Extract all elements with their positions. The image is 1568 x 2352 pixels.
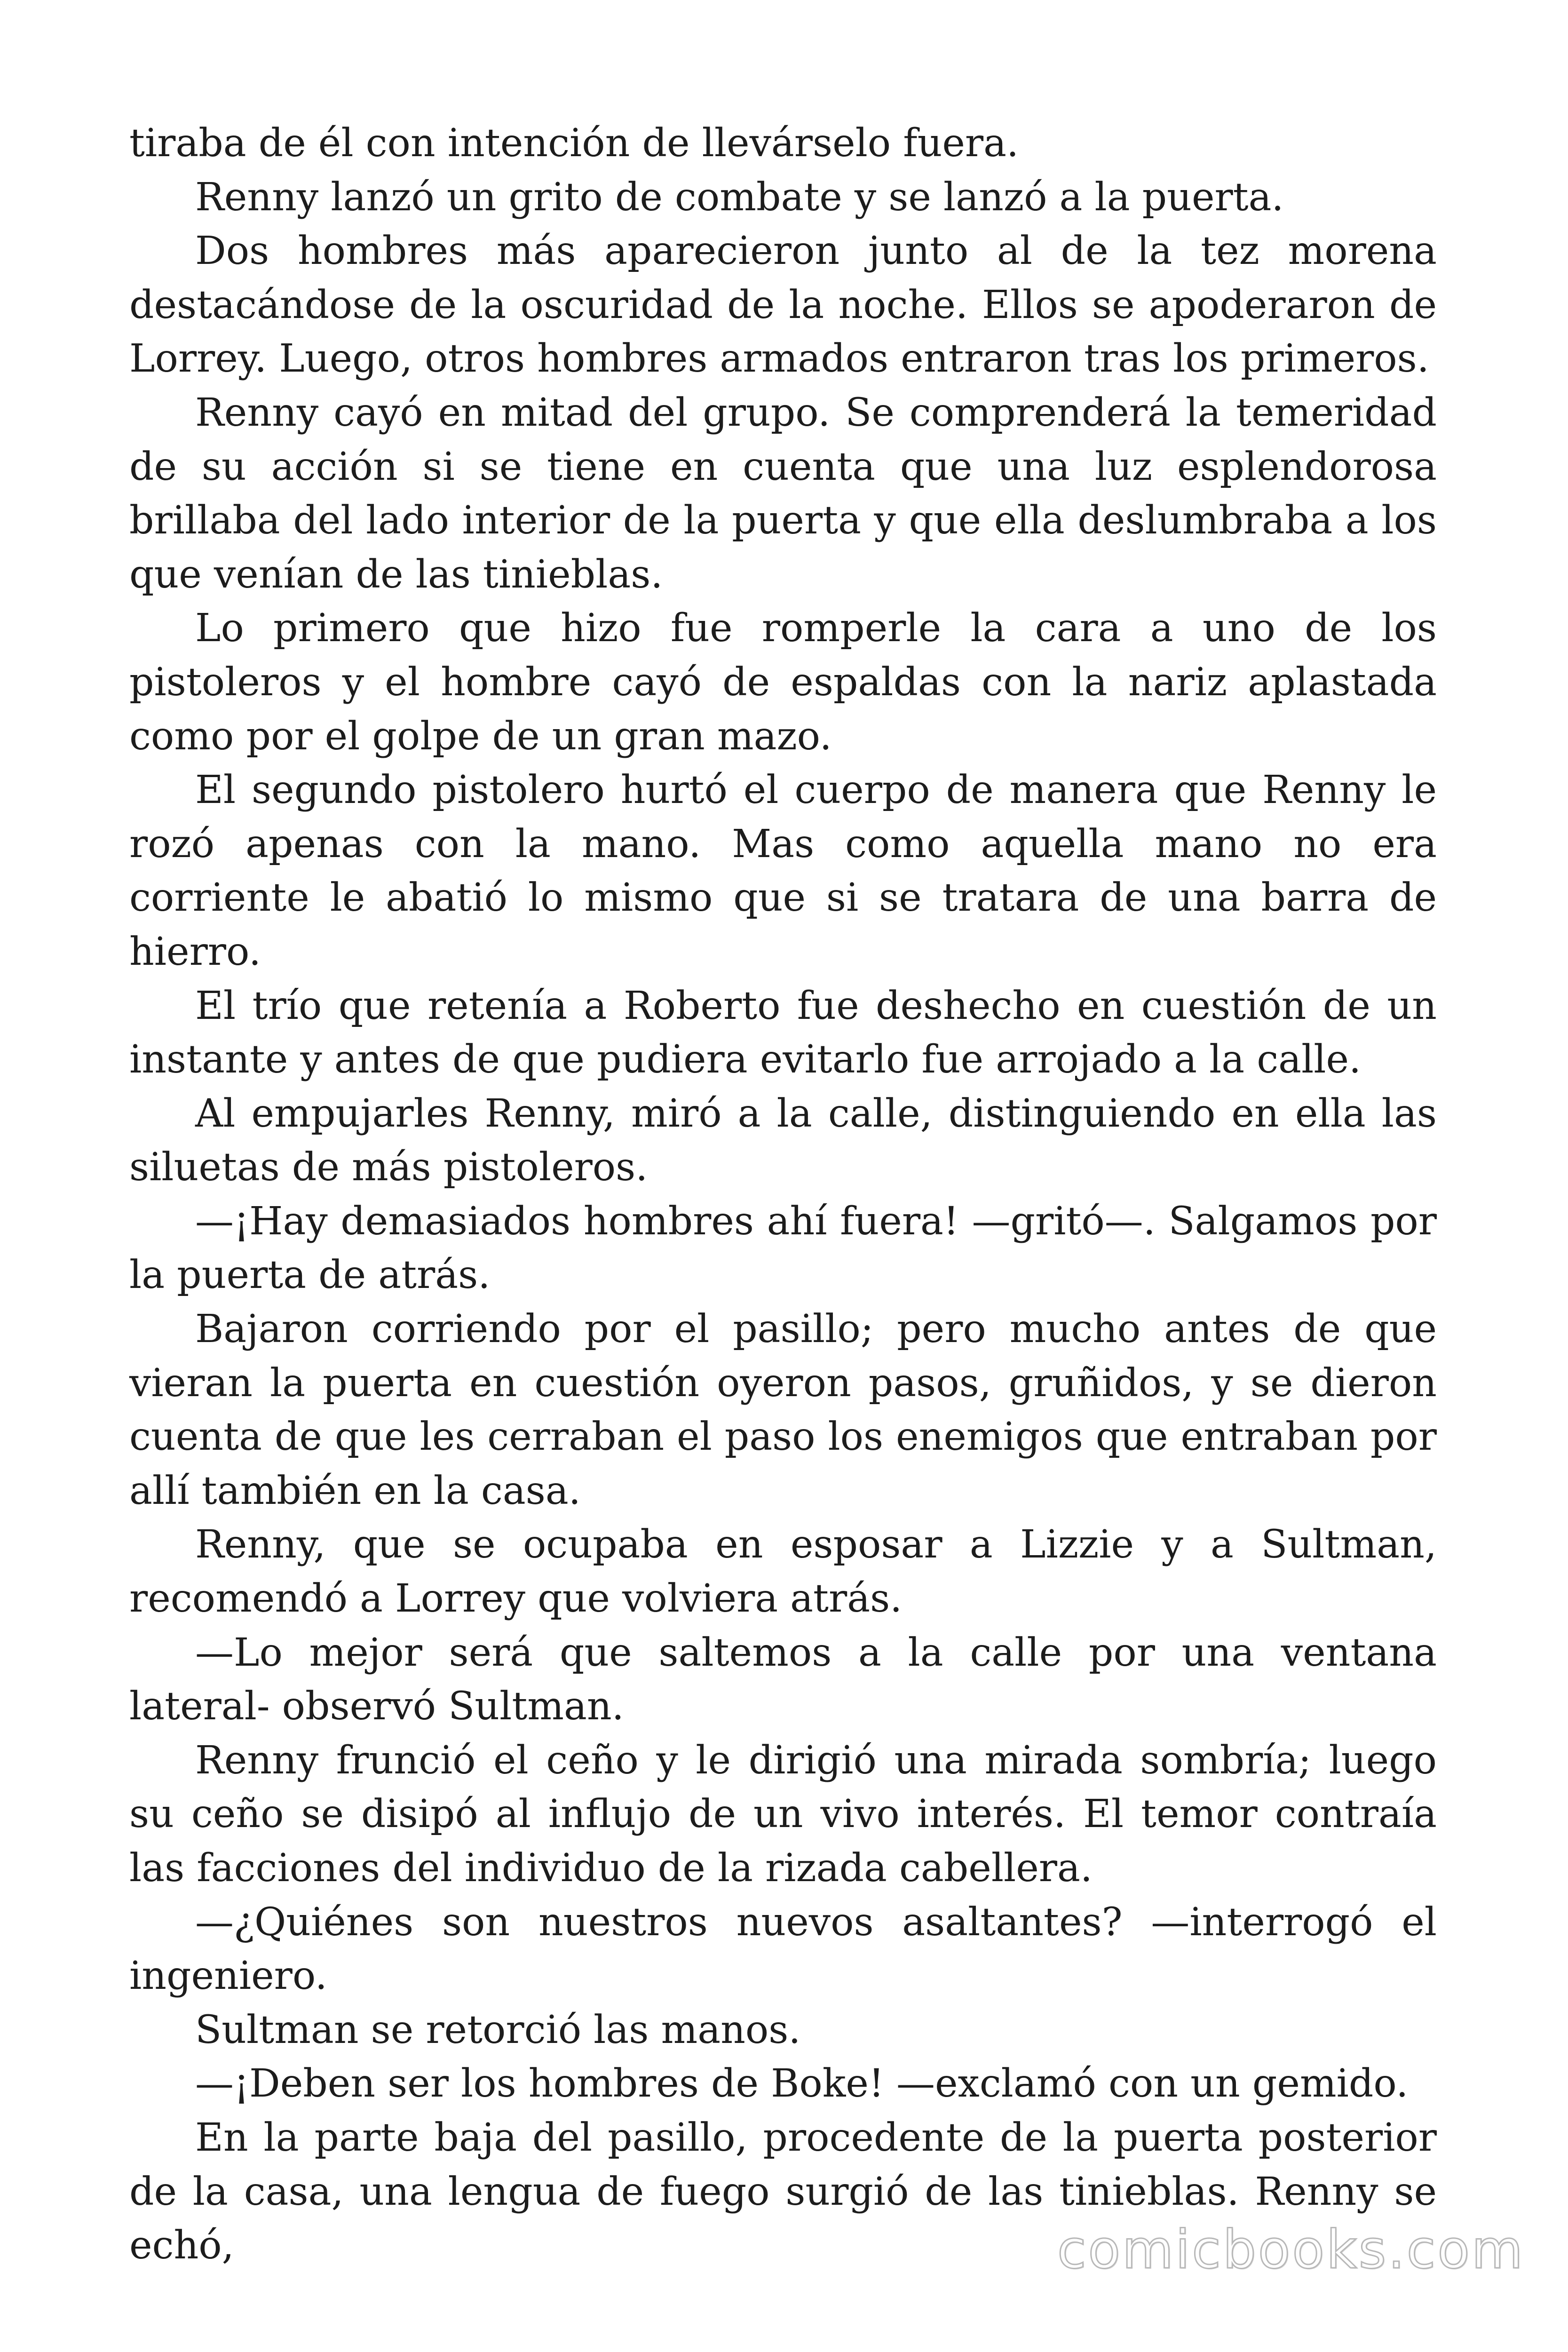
paragraph: El trío que retenía a Roberto fue deshecho en cuestión de un instante y antes de que pudiera evitarlo fue arrojado a la calle. [129,983,1437,1082]
paragraph: El segundo pistolero hurtó el cuerpo de manera que Renny le rozó apenas con la mano. Mas como aquella mano no era corriente le abatió lo mismo que si se tratara de una barra de hierro. [129,768,1437,974]
paragraph: —Lo mejor será que saltemos a la calle por una ventana lateral- observó Sultman. [129,1630,1437,1729]
paragraph: —¡Hay demasiados hombres ahí fuera! —gritó—. Salgamos por la puerta de atrás. [129,1199,1437,1298]
watermark: comicbooks.com [1057,2219,1525,2280]
paragraph: Dos hombres más aparecieron junto al de la tez morena destacándose de la oscuridad de la noche. Ellos se apoderaron de Lorrey. Luego, otros hombres armados entraron tras los primeros. [129,229,1437,381]
paragraph: Renny frunció el ceño y le dirigió una mirada sombría; luego su ceño se disipó al influjo de un vivo interés. El temor contraía las facciones del individuo de la rizada cabellera. [129,1738,1437,1891]
paragraph: Al empujarles Renny, miró a la calle, distinguiendo en ella las siluetas de más pistoleros. [129,1091,1437,1190]
paragraph: Renny, que se ocupaba en esposar a Lizzie y a Sultman, recomendó a Lorrey que volviera atrás. [129,1522,1437,1621]
paragraph: En la parte baja del pasillo, procedente de la puerta posterior de la casa, una lengua de fuego surgió de las tinieblas. Renny se echó, [129,2115,1437,2268]
paragraph: Renny cayó en mitad del grupo. Se comprenderá la temeridad de su acción si se tiene en cuenta que una luz esplendorosa brillaba del lado interior de la puerta y que ella deslumbraba a los que venían de las tinieblas. [129,390,1437,597]
paragraph: Renny lanzó un grito de combate y se lanzó a la puerta. [195,175,1284,220]
paragraph: tiraba de él con intención de llevárselo fuera. [129,121,1019,166]
paragraph: Lo primero que hizo fue romperle la cara a uno de los pistoleros y el hombre cayó de espaldas con la nariz aplastada como por el golpe de un gran mazo. [129,606,1437,759]
paragraph: Sultman se retorció las manos. [195,2007,801,2052]
body-text [129,117,1437,2273]
paragraph: —¡Deben ser los hombres de Boke! —exclamó con un gemido. [195,2061,1409,2106]
paragraph: Bajaron corriendo por el pasillo; pero mucho antes de que vieran la puerta en cuestión oyeron pasos, gruñidos, y se dieron cuenta de que les cerraban el paso los enemigos que entraban por allí también en la casa. [129,1307,1437,1513]
paragraph: —¿Quiénes son nuestros nuevos asaltantes? —interrogó el ingeniero. [129,1899,1437,1999]
